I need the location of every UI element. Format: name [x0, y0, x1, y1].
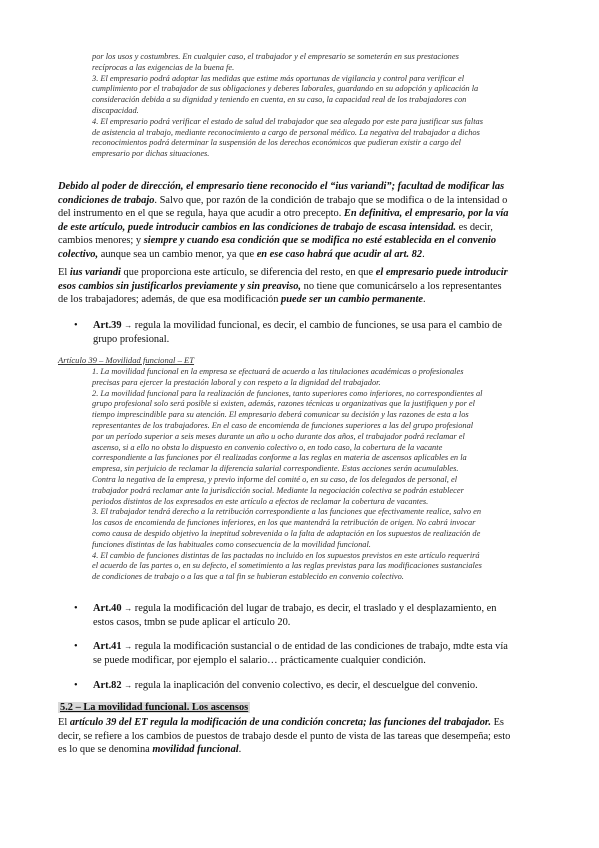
bullet-text — [93, 319, 540, 346]
text: El — [58, 717, 70, 728]
paragraph-line — [58, 248, 538, 262]
text: regula la inaplicación del convenio colectivo, es decir, el descuelgue del convenio. — [132, 680, 478, 691]
excerpt-line: 4. El empresario podrá verificar el estado de salud del trabajador que sea alegado por este para justificar sus faltas — [92, 116, 483, 126]
text: . — [423, 294, 426, 306]
bullet-icon: • — [74, 320, 78, 331]
excerpt-line: discapacidad. — [92, 105, 139, 115]
article-39-excerpt — [92, 367, 550, 583]
paragraph-line — [58, 716, 538, 730]
excerpt-line: recíprocas a las exigencias de la buena fe. — [92, 62, 235, 72]
emphasis: puede ser un cambio permanente — [281, 294, 424, 306]
arrow-icon: → — [124, 681, 133, 690]
text: regula la movilidad funcional, es decir, el cambio de funciones, se usa para el cambio de — [132, 320, 502, 331]
article-label: Art.40 — [93, 603, 122, 614]
excerpt-line: representantes de los trabajadores. En el caso de encomienda de funciones superiores a las del grupo profesional — [92, 420, 474, 430]
emphasis: de este artículo, puede introducir cambios en las condiciones de trabajo de escasa intensidad. — [58, 221, 457, 233]
article-label: Art.82 — [93, 680, 122, 691]
excerpt-line: los casos de encomienda de funciones inferiores, en los que mantendrá la retribución de origen. No cabrá invocar — [92, 518, 476, 528]
excerpt-line: por los usos y costumbres. En cualquier caso, el trabajador y el empresario se someterán en sus prestaciones — [92, 52, 459, 61]
excerpt-line: grupo profesional solo será posible si existen, además, razones técnicas u organizativas que la justifiquen y por el — [92, 399, 475, 409]
text: que proporciona este artículo, se diferencia del resto, en que — [120, 267, 376, 278]
excerpt-line: funciones distintas de las habituales como consecuencia de la movilidad funcional. — [92, 539, 371, 549]
paragraph-line — [58, 180, 538, 194]
text: es lo que se denomina — [58, 744, 153, 756]
text: Es — [490, 717, 504, 728]
bullet-icon: • — [74, 680, 78, 691]
paragraph-line — [58, 207, 538, 221]
paragraph-line — [58, 221, 538, 235]
article-label: Art.41 — [93, 641, 122, 652]
text: regula la modificación sustancial o de entidad de las condiciones de trabajo, mdte esta vía — [132, 641, 508, 652]
bullet-text — [93, 640, 540, 667]
text: cambios menores; y — [58, 235, 144, 247]
excerpt-line: por un período superior a seis meses durante un año u ocho durante dos años, el trabajador podrá reclamar el — [92, 431, 465, 441]
emphasis: colectivo, — [58, 248, 99, 260]
text: . — [422, 248, 425, 260]
paragraph-article-39 — [58, 716, 538, 757]
excerpt-line: Contra la negativa de la empresa, y previo informe del comité o, en su caso, de los delegados de personal, el — [92, 474, 458, 484]
text: . — [238, 744, 242, 756]
paragraph-ius-variandi — [58, 180, 538, 262]
emphasis: Debido al poder de dirección, el empresario tiene reconocido el “ius variandi”; facultad de modificar las — [58, 181, 505, 192]
paragraph-line — [58, 266, 538, 280]
emphasis: en ese caso habrá que acudir al art. 82 — [256, 248, 423, 260]
text: no tiene que comunicárselo a los representantes — [301, 280, 502, 292]
paragraph-line — [58, 280, 538, 294]
excerpt-line: reconocimientos podrá determinar la suspensión de los derechos económicos que pudieran existir a cargo del — [92, 138, 461, 148]
section-heading: 5.2 – La movilidad funcional. Los ascensos — [60, 702, 249, 713]
paragraph-line — [58, 194, 538, 208]
arrow-icon: → — [124, 321, 133, 330]
paragraph-line — [58, 743, 538, 757]
excerpt-line: periodos distintos de los expresados en este artículo a efectos de reclamar la cobertura de vacantes. — [92, 496, 429, 506]
text: aunque sea un cambio menor, ya que — [98, 248, 257, 260]
excerpt-line: 4. El cambio de funciones distintas de las pactadas no incluido en los supuestos previstos en este artículo requerirá — [92, 550, 480, 560]
text: se puede modificar, por ejemplo el salario… prácticamente cualquier condición. — [93, 654, 426, 666]
arrow-icon: → — [124, 604, 133, 613]
excerpt-line: cumplimiento por el trabajador de sus obligaciones y deberes laborales, guardando en su adopción y aplicación la — [92, 84, 479, 94]
paragraph-line — [58, 234, 538, 248]
excerpt-line: ascenso, si a ello no obsta lo dispuesto en convenio colectivo o, en todo caso, la cobertura de la vacante — [92, 442, 443, 452]
paragraph-line — [58, 730, 538, 744]
emphasis: esos cambios sin justificarlos previamente y sin preaviso, — [58, 280, 302, 292]
excerpt-line: el acuerdo de las partes o, en su defecto, el sometimiento a las reglas previstas para las modificaciones sustanciales — [92, 561, 482, 571]
text: regula la modificación del lugar de trabajo, es decir, el traslado y el desplazamiento, en — [132, 603, 497, 614]
excerpt-line: 3. El empresario podrá adoptar las medidas que estime más oportunas de vigilancia y control para verificar el — [92, 73, 465, 83]
excerpt-line: precisas para ejercer la prestación laboral y con respeto a la dignidad del trabajador. — [92, 377, 381, 387]
excerpt-line: de condiciones de trabajo o a las que a tal fin se hubieran establecido en convenio colectivo. — [92, 572, 404, 582]
excerpt-line: de asistencia al trabajo, mediante reconocimiento a cargo de personal médico. La negativa del trabajador a dichos — [92, 127, 480, 137]
excerpt-line: tiempo imprescindible para su atención. El empresario deberá comunicar su decisión y las razones de esta a los — [92, 410, 469, 420]
paragraph-difference — [58, 266, 538, 307]
text: grupo profesional. — [93, 333, 170, 345]
text: es decir, — [456, 221, 493, 233]
excerpt-line: empresa, sin perjuicio de reclamar la diferencia salarial correspondiente. Estas acciones serán acumulables. — [92, 464, 459, 474]
text: estos casos, tmbn se pude aplicar el artículo 20. — [93, 616, 291, 628]
excerpt-line: 1. La movilidad funcional en la empresa se efectuará de acuerdo a las titulaciones académicas o profesionales — [92, 367, 464, 376]
bullet-icon: • — [74, 603, 78, 614]
text: de los trabajadores; además, de que esa modificación — [58, 294, 282, 306]
paragraph-line — [58, 293, 538, 307]
bullet-icon: • — [74, 641, 78, 652]
emphasis: artículo 39 del ET regula la modificación de una condición concreta; las funciones del trabajador. — [69, 717, 491, 728]
emphasis: el empresario puede introducir — [375, 267, 508, 278]
article-39-heading: Artículo 39 – Movilidad funcional – ET — [58, 355, 195, 365]
excerpt-line: correspondiente a las funciones por él realizadas conforme a las reglas en materia de ascensos aplicables en la — [92, 453, 467, 463]
excerpt-line: trabajador podrá reclamar ante la jurisdicción social. Mediante la negociación colectiva se podrán establecer — [92, 485, 464, 495]
excerpt-line: como causa de despido objetivo la ineptitud sobrevenida o la falta de adaptación en los supuestos de realización de — [92, 528, 481, 538]
arrow-icon: → — [124, 642, 133, 651]
article-label: Art.39 — [93, 320, 122, 331]
text: del instrumento en el que se regula, haya que acudir a otro precepto. — [58, 208, 344, 220]
emphasis: movilidad funcional — [152, 744, 239, 756]
excerpt-line: 2. La movilidad funcional para la realización de funciones, tanto superiores como inferiores, no correspondientes al — [92, 388, 483, 398]
emphasis: En definitiva, el empresario, por la vía — [343, 208, 509, 220]
bullet-text — [93, 679, 540, 693]
text: . Salvo que, por razón de la condición de trabajo que se modifica o de la intensidad o — [154, 194, 508, 206]
excerpt-line: consideración debida a su dignidad y teniendo en cuenta, en su caso, la capacidad real de los trabajadores con — [92, 95, 467, 105]
emphasis: siempre y cuando esa condición que se modifica no esté establecida en el convenio — [143, 235, 497, 247]
excerpt-line: empresario por dichas situaciones. — [92, 149, 210, 159]
excerpt-line: 3. El trabajador tendrá derecho a la retribución correspondiente a las funciones que efectivamente realice, salvo en — [92, 507, 482, 517]
text: El — [58, 267, 70, 278]
emphasis: ius variandi — [69, 267, 121, 278]
emphasis: condiciones de trabajo — [58, 194, 155, 206]
bullet-text — [93, 602, 540, 629]
article-excerpt-top — [92, 52, 550, 160]
text: decir, se refiere a los cambios de puestos de trabajo desde el punto de vista de las tareas que desempeña; esto — [58, 730, 511, 742]
